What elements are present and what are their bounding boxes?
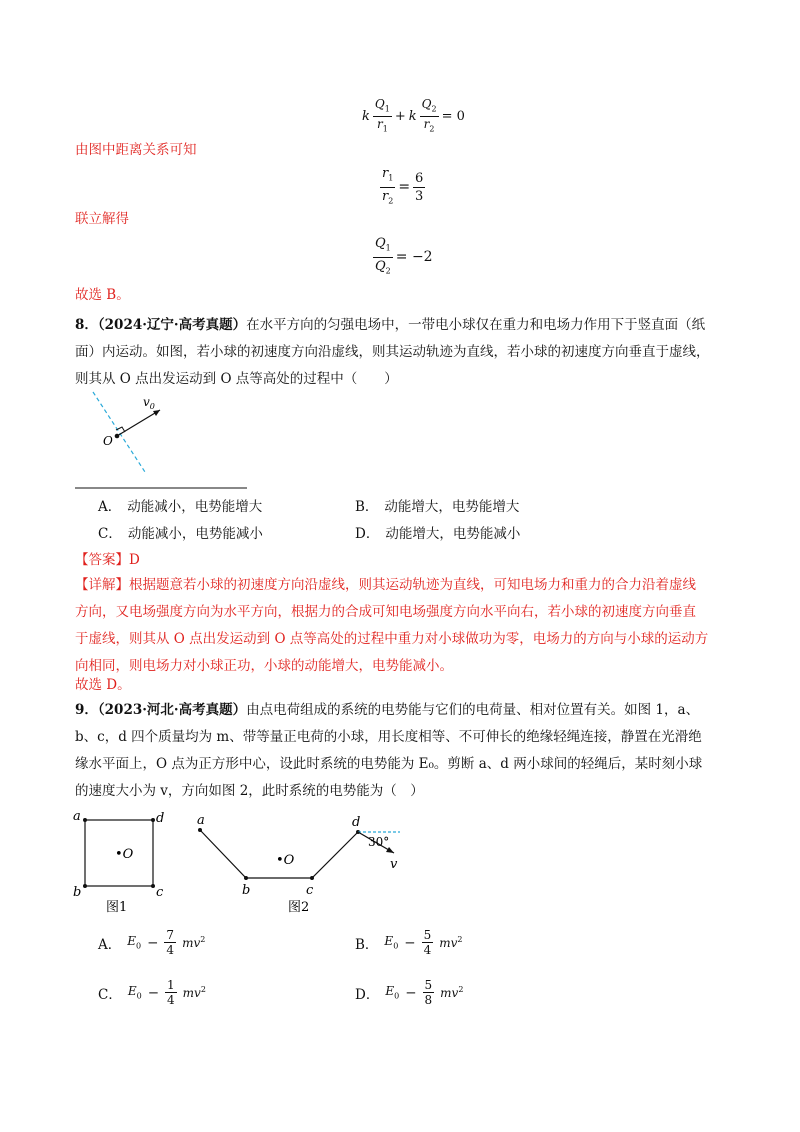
q8-final: 故选 D。 — [75, 677, 131, 693]
fig2-label-d: d — [352, 815, 361, 830]
eq-k1: k — [362, 109, 370, 125]
q8-option-c[interactable]: C． 动能减小，电势能减小 — [98, 526, 263, 542]
q9-option-b[interactable]: B． $E_0$ − $\frac{5}{4}$ $mv^2$ — [355, 928, 463, 957]
q8-option-a[interactable]: A． 动能减小，电势能增大 — [98, 499, 263, 515]
fig2-label-c: c — [306, 883, 314, 898]
fig2-label-v: v — [390, 857, 398, 872]
eq-frac-q2-r2: $\frac{Q_2}{r_2}$ — [421, 97, 437, 134]
fig2-label-b: b — [242, 883, 251, 898]
fig1-label-c: c — [156, 885, 164, 900]
equation-potential-sum — [362, 97, 465, 137]
fig1-center-O: •O — [115, 847, 134, 862]
q8-option-b[interactable]: B． 动能增大，电势能增大 — [355, 499, 520, 515]
answer-q7: 故选 B。 — [75, 287, 130, 303]
q8-figure — [75, 390, 255, 490]
fig2-angle-label: 30° — [368, 835, 390, 849]
q8-dashed-line — [93, 392, 145, 472]
equation-q-ratio: $\frac{Q_1}{Q_2}$ = −2 — [375, 236, 433, 276]
q8-label-v0: $v_0$ — [143, 395, 155, 411]
q8-velocity-arrow — [117, 410, 160, 436]
q9-stem: 9．（2023·河北·高考真题）由点电荷组成的系统的电势能与它们的电荷量、相对位置有关。如图 1，a、 b、c，d 四个质量均为 m、带等量正电荷的小球，用长度相等、不可伸长的绝缘轻绳连接，静置在光滑绝 缘水平面上，O 点为正方形中心，设此时系统的电势能为 E₀。剪断 a、d 两小球间的轻绳后，某时刻小球 的速度大小为 v，方向如图 2，此时系统的电势能为（ ） — [75, 702, 703, 799]
eq-k2: k — [408, 109, 417, 125]
q8-answer: 【答案】D — [75, 552, 140, 568]
q8-label-O: O — [103, 434, 113, 448]
q8-source: （2024·辽宁·高考真题） — [97, 317, 247, 333]
fig1-label-b: b — [73, 885, 82, 900]
fig1-label-a: a — [73, 809, 81, 824]
fig1-label-d: d — [156, 811, 165, 826]
q8-detail: 【详解】根据题意若小球的初速度方向沿虚线，则其运动轨迹为直线，可知电场力和重力的合力沿着虚线 方向，又电场强度方向为水平方向，根据力的合成可知电场强度方向水平向右，若小球的初速度方向垂直 于虚线，则其从 O 点出发运动到 O 点等高处的过程中重力对小球做功为零，电场力的方向与小球的运动方 向相同，则电场力对小球正功，小球的动能增大，电势能减小。 — [75, 577, 709, 674]
q9-figure2 — [190, 808, 420, 916]
q9-figure1 — [70, 808, 180, 916]
fig1-caption: 图1 — [106, 900, 128, 915]
q8-right-angle-mark — [116, 427, 125, 432]
text-solve-jointly: 联立解得 — [75, 211, 129, 227]
eq-plus: + — [394, 109, 406, 125]
eq-frac-q1-r1: $\frac{Q_1}{r_1}$ — [374, 97, 390, 134]
equation-r-ratio: $\frac{r_1}{r_2}$ = $\frac{6}{3}$ — [382, 166, 424, 206]
eq-rhs: = 0 — [441, 109, 465, 125]
fig2-caption: 图2 — [288, 900, 310, 915]
fig2-center-O: •O — [276, 853, 295, 868]
q8-stem: 8．（2024·辽宁·高考真题）在水平方向的匀强电场中，一带电小球仅在重力和电场力作用下于竖直面（纸 面）内运动。如图，若小球的初速度方向沿虚线，则其运动轨迹为直线，若小球的初速度方向垂直于虚线， 则其从 O 点出发运动到 O 点等高处的过程中（ ） — [75, 317, 710, 387]
q8-point-O — [115, 434, 120, 439]
q9-option-d[interactable]: D． $E_0$ − $\frac{5}{8}$ $mv^2$ — [355, 978, 464, 1007]
text-distance-relation: 由图中距离关系可知 — [75, 142, 197, 158]
q8-number: 8． — [75, 317, 98, 333]
fig2-label-a: a — [197, 813, 205, 828]
q9-option-c[interactable]: C． $E_0$ − $\frac{1}{4}$ $mv^2$ — [98, 978, 206, 1007]
q9-option-a[interactable]: A． $E_0$ − $\frac{7}{4}$ $mv^2$ — [98, 928, 206, 957]
q9-source: （2023·河北·高考真题） — [97, 702, 247, 718]
q8-option-d[interactable]: D． 动能增大，电势能减小 — [355, 526, 521, 542]
q9-number: 9． — [75, 702, 98, 718]
